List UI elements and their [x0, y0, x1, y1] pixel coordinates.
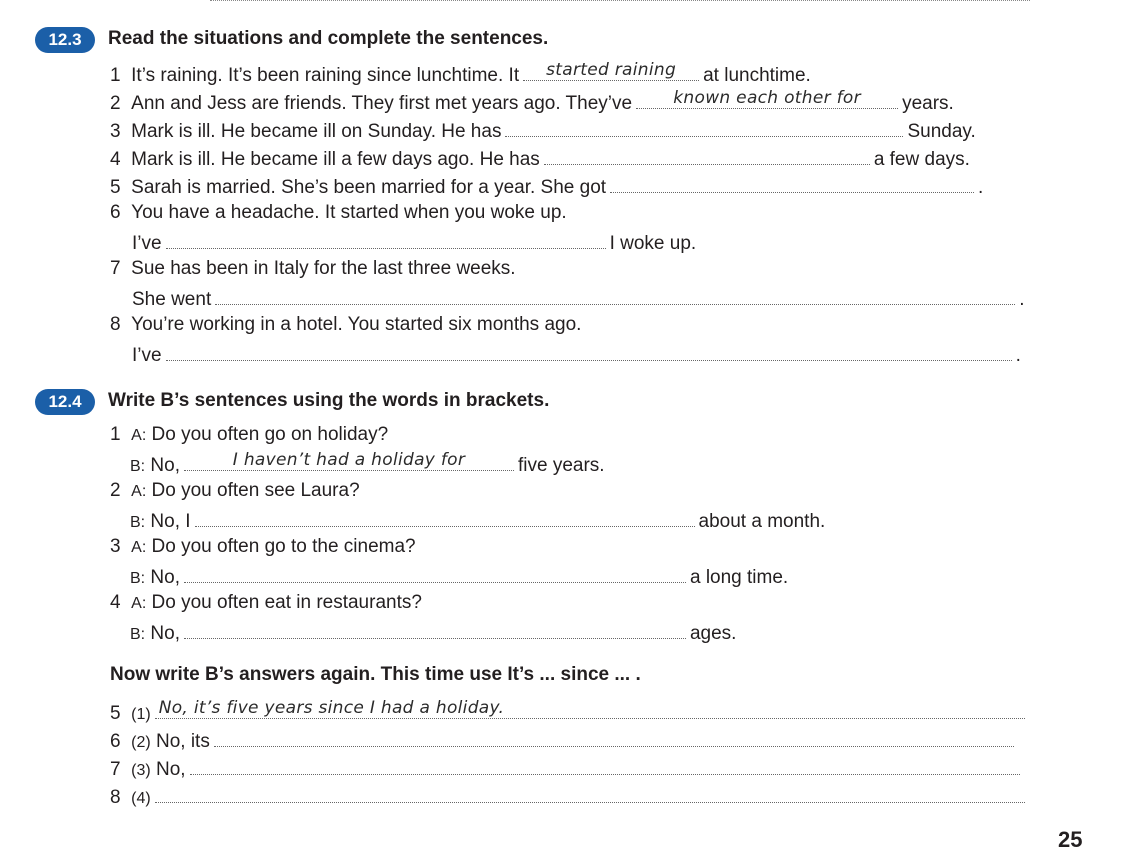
item-number: 8 [110, 787, 121, 808]
list-item-continuation [132, 228, 696, 254]
list-item-continuation [132, 340, 1021, 366]
answer-blank[interactable] [195, 506, 695, 527]
item-text-end: I woke up. [609, 233, 697, 254]
list-item [110, 312, 581, 338]
sub-instruction [110, 662, 641, 688]
item-text: You’re working in a hotel. You started six months ago. [131, 314, 582, 335]
answer-blank[interactable] [215, 284, 1015, 305]
item-number: 8 [110, 314, 121, 335]
answer-blank[interactable] [155, 782, 1025, 803]
handwritten-answer: No, it’s five years since I had a holiday. [158, 698, 505, 718]
answer-blank[interactable] [184, 618, 686, 639]
question-text: Do you often see Laura? [151, 480, 360, 501]
item-number: 5 [110, 703, 121, 724]
dialogue-question [110, 590, 422, 616]
speaker-a-label: A: [131, 539, 147, 556]
question-text: Do you often go to the cinema? [151, 536, 416, 557]
speaker-b-label: B: [130, 570, 146, 587]
sub-instruction-bold: It’s ... since ... [507, 664, 631, 685]
dialogue-question [110, 422, 388, 448]
item-text: Sue has been in Italy for the last three weeks. [131, 258, 516, 279]
speaker-b-label: B: [130, 458, 146, 475]
item-text: I’ve [132, 233, 162, 254]
list-item [110, 60, 811, 86]
item-reference: (1) [131, 706, 151, 723]
item-text-end: . [1019, 289, 1025, 310]
answer-blank[interactable] [184, 562, 686, 583]
item-text-end: . [978, 177, 984, 198]
answer-start: No, I [150, 511, 191, 532]
answer-blank[interactable] [505, 116, 903, 137]
item-number: 5 [110, 177, 121, 198]
rewrite-item [110, 726, 1018, 752]
rewrite-item [110, 782, 1029, 808]
list-item [110, 172, 983, 198]
answer-start: No, its [155, 731, 210, 752]
item-reference: (2) [131, 734, 151, 751]
exercise-instruction-12-3: Read the situations and complete the sentences. [108, 28, 549, 49]
item-text: Ann and Jess are friends. They first met years ago. They’ve [131, 93, 633, 114]
exercise-badge-12-3: 12.3 [35, 27, 95, 53]
item-text: You have a headache. It started when you woke up. [131, 202, 567, 223]
question-text: Do you often go on holiday? [151, 424, 389, 445]
sub-instruction-text: Now write B’s answers again. This time use [110, 664, 508, 685]
dialogue-answer [130, 506, 825, 532]
handwritten-answer: started raining [546, 60, 677, 80]
item-number: 2 [110, 93, 121, 114]
speaker-a-label: A: [131, 427, 147, 444]
answer-blank[interactable] [523, 60, 699, 81]
item-number: 1 [110, 65, 121, 86]
list-item [110, 256, 516, 282]
item-text: She went [132, 289, 212, 310]
answer-start: No, [155, 759, 186, 780]
answer-end: ages. [689, 623, 737, 644]
item-number: 1 [110, 424, 121, 445]
item-reference: (4) [131, 790, 151, 807]
answer-blank[interactable] [636, 88, 898, 109]
answer-start: No, [150, 623, 180, 644]
item-reference: (3) [131, 762, 151, 779]
question-text: Do you often eat in restaurants? [151, 592, 422, 613]
answer-start: No, [150, 567, 180, 588]
top-rule [210, 0, 1030, 5]
answer-blank[interactable] [166, 340, 1012, 361]
item-text: Sarah is married. She’s been married for a year. She got [131, 177, 607, 198]
item-number: 4 [110, 149, 121, 170]
item-text-end: Sunday. [907, 121, 976, 142]
item-number: 4 [110, 592, 121, 613]
speaker-b-label: B: [130, 626, 146, 643]
answer-end: a long time. [689, 567, 789, 588]
answer-blank[interactable] [610, 172, 974, 193]
handwritten-answer: I haven’t had a holiday for [232, 450, 466, 470]
item-number: 7 [110, 759, 121, 780]
list-item [110, 200, 567, 226]
answer-end: about a month. [698, 511, 826, 532]
speaker-a-label: A: [131, 595, 147, 612]
item-number: 7 [110, 258, 121, 279]
item-text-end: a few days. [873, 149, 970, 170]
answer-blank[interactable] [155, 698, 1025, 719]
answer-blank[interactable] [190, 754, 1020, 775]
dialogue-question [110, 478, 360, 504]
item-text-end: at lunchtime. [703, 65, 811, 86]
item-number: 3 [110, 121, 121, 142]
handwritten-answer: known each other for [673, 88, 861, 108]
answer-blank[interactable] [544, 144, 870, 165]
item-text-end: years. [902, 93, 954, 114]
list-item-continuation [132, 284, 1025, 310]
item-text-end: . [1015, 345, 1021, 366]
exercise-instruction-12-4: Write B’s sentences using the words in brackets. [108, 390, 550, 411]
list-item [110, 116, 976, 142]
speaker-b-label: B: [130, 514, 146, 531]
answer-blank[interactable] [184, 450, 514, 471]
item-number: 3 [110, 536, 121, 557]
list-item [110, 88, 954, 114]
item-text: Mark is ill. He became ill on Sunday. He has [131, 121, 502, 142]
item-number: 2 [110, 480, 121, 501]
answer-blank[interactable] [214, 726, 1014, 747]
speaker-a-label: A: [131, 483, 147, 500]
item-number: 6 [110, 731, 121, 752]
dialogue-answer [130, 562, 788, 588]
rewrite-item [110, 754, 1024, 780]
dialogue-question [110, 534, 416, 560]
answer-blank[interactable] [166, 228, 606, 249]
answer-end: five years. [517, 455, 605, 476]
rewrite-item [110, 698, 1029, 724]
answer-start: No, [150, 455, 180, 476]
list-item [110, 144, 970, 170]
page-number: 25 [1058, 827, 1083, 852]
item-text: Mark is ill. He became ill a few days ago. He has [131, 149, 540, 170]
item-text: I’ve [132, 345, 162, 366]
dialogue-answer [130, 450, 605, 476]
sub-instruction-end: . [630, 664, 641, 685]
dialogue-answer [130, 618, 736, 644]
item-text: It’s raining. It’s been raining since lunchtime. It [131, 65, 520, 86]
exercise-badge-12-4: 12.4 [35, 389, 95, 415]
item-number: 6 [110, 202, 121, 223]
